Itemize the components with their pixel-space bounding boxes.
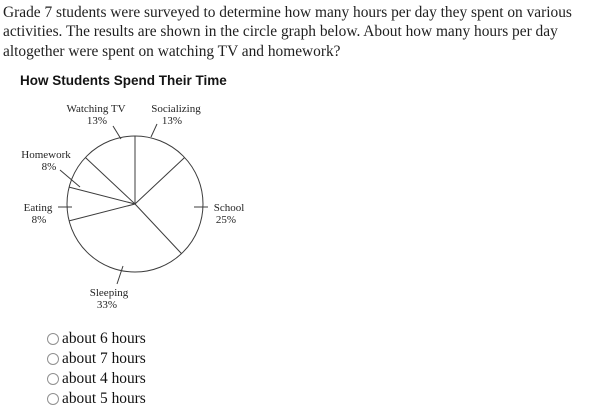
answer-option-label-2: about 7 hours [62, 350, 146, 367]
question-line-3: altogether were spent on watching TV and homework? [3, 42, 341, 60]
slice-pct-school: 25% [215, 214, 237, 226]
answer-radio-about-7-hours[interactable] [47, 353, 59, 365]
answer-radio-about-6-hours[interactable] [47, 333, 59, 345]
answer-radio-about-4-hours[interactable] [47, 373, 59, 385]
tick-socializing [151, 124, 157, 137]
slice-boundary-homework-tv [85, 158, 135, 205]
slice-boundary-eating-homework [69, 187, 135, 204]
slice-boundary-school-sleeping [135, 204, 182, 254]
question-line-2: activities. The results are shown in the circle graph below. About how many hours per day [3, 23, 558, 41]
answer-option-2 [47, 349, 146, 369]
answer-option-label-1: about 6 hours [62, 330, 146, 347]
slice-pct-sleeping: 33% [96, 299, 118, 311]
slice-label-homework: Homework [21, 149, 71, 161]
answer-option-1 [47, 329, 146, 349]
answer-option-4 [47, 389, 146, 409]
slice-boundary-sleeping-eating [69, 204, 135, 221]
slice-pct-watching-tv: 13% [86, 115, 108, 127]
chart-title: How Students Spend Their Time [20, 73, 227, 88]
pie-chart [14, 96, 258, 318]
slice-label-socializing: Socializing [151, 103, 201, 115]
slice-label-watching-tv: Watching TV [66, 103, 126, 115]
slice-label-eating: Eating [23, 202, 53, 214]
slice-pct-socializing: 13% [161, 115, 183, 127]
slice-label-sleeping: Sleeping [89, 287, 129, 299]
answer-option-3 [47, 369, 146, 389]
question-line-1: Grade 7 students were surveyed to determine how many hours per day they spent on various [3, 4, 572, 21]
answer-option-label-4: about 5 hours [62, 390, 146, 407]
tick-watching-tv [113, 126, 121, 139]
slice-pct-eating: 8% [31, 214, 47, 226]
slice-boundaries [69, 136, 185, 254]
slice-boundary-socializing-school [135, 158, 185, 205]
answer-radio-about-5-hours[interactable] [47, 393, 59, 405]
answer-options [47, 329, 146, 409]
question-text [3, 3, 572, 61]
tick-sleeping [117, 266, 123, 284]
slice-pct-homework: 8% [41, 161, 57, 173]
slice-label-school: School [213, 202, 245, 214]
answer-option-label-3: about 4 hours [62, 370, 146, 387]
